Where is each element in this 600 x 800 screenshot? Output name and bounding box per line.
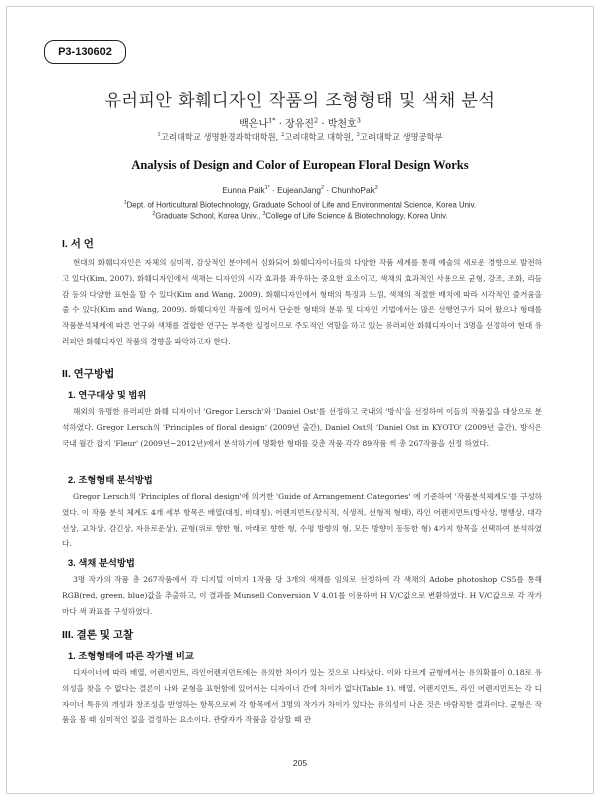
english-authors	[0, 185, 600, 195]
korean-affiliations	[0, 131, 600, 143]
section-heading-results: III. 결론 및 고찰	[62, 629, 134, 641]
section-heading-introduction: I. 서 언	[62, 238, 94, 250]
korean-title: 유러피안 화훼디자인 작품의 조형형태 및 색채 분석	[104, 91, 496, 111]
author-mark: 2	[320, 185, 324, 192]
subsection-heading-results-1: 1. 조형형태에 따른 작가별 비교	[68, 651, 194, 661]
author-mark: 2	[314, 116, 319, 125]
paragraph-methods-1: 해외의 유명한 유러피안 화훼 디자이너 'Gregor Lersch'와 'Daniel Ost'를 선정하고 국내의 '방식'을 선정하여 이들의 작품집을 대상으로 분석하였다. Gregor Lersch의 'Principles of floral design' (2009년 출간), Daniel Ost의 'Daniel Ost in KYOTO' (2009년 출간), 방식은 국내 월간 잡지 'Fleur' (2009년~2012년)에서 분석하기에 명확한 형태를 갖춘 작품 각각 89작품 씩 총 267작품을 선정 하였다.	[62, 407, 542, 448]
author-mark: 1*	[264, 185, 270, 192]
author-name: EujeanJang	[277, 185, 321, 195]
affiliation-text: Dept. of Horticultural Biotechnology, Graduate School of Life and Environmental Science, Korea Univ.	[126, 200, 477, 210]
english-affiliation-line-1	[0, 200, 600, 210]
affiliation-text: College of Life Science & Biotechnology, Korea Univ.	[265, 211, 448, 221]
affiliation-mark: 2	[280, 132, 285, 139]
paragraph-results-1: 디자이너에 따라 배열, 어렌지먼트, 라인어렌지먼트에는 유의한 차이가 있는 것으로 나타났다. 이와 다르게 균형에서는 유의확률이 0.18로 유의성을 찾을 수 없다는 결론이 나와 균형을 표현함에 있어서는 디자이너 간에 차이가 없다(Table 1). 배열, 어렌지먼트, 라인 어렌지먼트는 각 디자이너 특유의 개성과 창조성을 반영하는 항목으로써 각 항목에서 3명의 작가가 차이가 있다는 유의성이 나온 것은 바람직한 결과이다. 균형은 작품을 볼 때 심미적인 질을 결정하는 요소이다. 관람자가 작품을 감상할 때 관	[62, 668, 542, 725]
author-mark: 3	[356, 116, 361, 125]
paragraph-methods-2: Gregor Lersch의 'Principles of floral design'에 의거한 'Guide of Arrangement Categories' 에 기준하여 '작품분석체계도'를 구성하였다. 이 작품 분석 체계도 4개 세부 항목은 배열(대칭, 비대칭), 어렌지먼트(장식적, 식생적, 선형적 형태), 라인 어렌지먼트(방사상, 병행상, 대각선상, 교차상, 감긴상, 자유로운상), 균형(위로 향한 형, 아래로 향한 형, 수평 방향의 형, 모든 방향이 동등한 형) 4가지 항목을 선택하여 분석하였다.	[62, 492, 542, 549]
author-separator: ·	[269, 185, 278, 195]
author-mark: 1*	[268, 116, 276, 125]
author-separator: ·	[323, 185, 332, 195]
affiliation-text: Graduate School, Korea Univ.,	[155, 211, 263, 221]
author-name: ChunhoPak	[331, 185, 375, 195]
affiliation-mark: 1	[157, 132, 161, 139]
english-affiliation-line-2	[0, 211, 600, 221]
paragraph-introduction: 현대의 화훼디자인은 자체의 심미적, 감상적인 분야에서 심화되어 화훼디자이너들의 다양한 작품 세계를 통해 예술의 새로운 경향으로 발전하고 있다(Kim, 2007). 화훼디자인에서 색채는 디자인의 시각 효과를 좌우하는 중요한 요소이고, 색채의 효과적인 사용으로 균형, 강조, 조화, 리듬감 등의 다양한 표현을 할 수 있다(Kim and Wang, 2009). 화훼디자인에서 형태의 특징과 느낌, 색채의 적절한 배치에 따라 시각적인 즐거움을 줄 수 있다(Kim and Wang, 2009). 화훼디자인 작품에 있어서 단순한 형태의 분류 및 디자인 기법에서는 많은 선행연구가 되어 왔으나 형태를 작품분석체계에 따른 연구와 색채를 결합한 연구는 부족한 실정이므로 주도적인 역할을 하고 있는 유러피안 화훼디자이너 3명을 선정하여 현대 유러피안 화훼디자인 작품의 경향을 파악하고자 한다.	[62, 258, 542, 346]
paper-code-badge: P3-130602	[44, 40, 126, 64]
author-name: 백은나	[239, 119, 269, 130]
author-name: 장유진	[285, 119, 315, 130]
author-name: Eunna Paik	[222, 185, 265, 195]
affiliation-mark: 1	[123, 200, 127, 206]
paragraph-methods-3: 3명 작가의 작품 총 267작품에서 각 디지털 이미지 1작품 당 3개의 색채를 임의로 선정하여 각 색채의 Adobe photoshop CS5를 통해 RGB(red, green, blue)값을 추출하고, 이 결과를 Munsell Conversion V 4.01를 이용하여 H V/C값으로 변환하였다. H V/C값으로 각 작가마다 색 좌표를 구성하였다.	[62, 575, 542, 616]
english-title: Analysis of Design and Color of European Floral Design Works	[131, 158, 469, 172]
author-name: 박천호	[327, 119, 357, 130]
affiliation-text: 고려대학교 대학원,	[284, 132, 357, 142]
subsection-heading-methods-1: 1. 연구대상 및 범위	[68, 390, 147, 400]
affiliation-mark: 3	[262, 211, 266, 217]
subsection-heading-methods-3: 3. 색채 분석방법	[68, 558, 135, 568]
author-separator: ·	[275, 119, 286, 130]
author-mark: 3	[374, 185, 378, 192]
author-separator: ·	[318, 119, 328, 130]
page-number: 205	[292, 758, 308, 768]
affiliation-mark: 2	[152, 211, 156, 217]
subsection-heading-methods-2: 2. 조형형태 분석방법	[68, 475, 153, 485]
korean-authors	[0, 115, 600, 130]
affiliation-text: 고려대학교 생명환경과학대학원,	[160, 132, 281, 142]
affiliation-text: 고려대학교 생명공학부	[359, 132, 443, 142]
affiliation-mark: 3	[356, 132, 360, 139]
section-heading-methods: II. 연구방법	[62, 368, 115, 380]
